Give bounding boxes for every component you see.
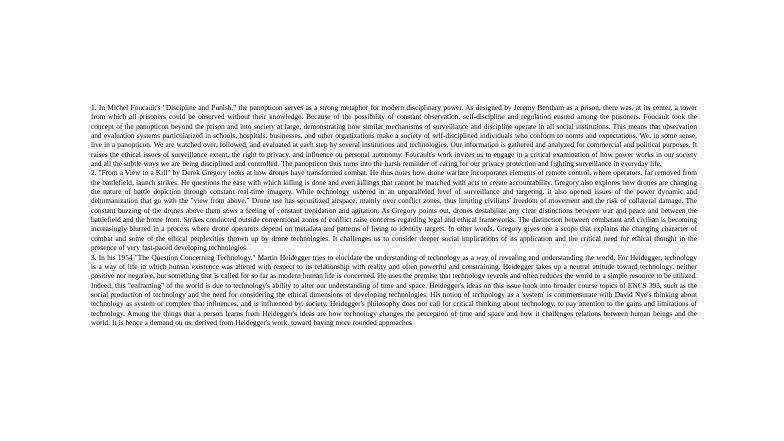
paragraph-3: 3. In his 1954 "The Question Concerning Technology," Martin Heidegger tries to elucidate the understanding of technology as a way of revealing and understanding the world. For Heidegger, technology is a way of life in which human existence was altered with respect to its relationship with reality and often powerful and constraining. Heidegger takes up a neutral attitude toward technology, neither positive nor negative, but something that is called for so far as modern human life is concerned. He uses the premise that technology reveals and often reduces the world to a simple resource to be utilized. Indeed, this "enframing" of the world is due to technology's ability to alter our understanding of time and space. Heidegger's ideas on this issue hook into broader course topics of ENCS 393, such as the social production of technology and the need for considering the ethical dimensions of developing technologies. His notion of technology as a 'system' is commensurate with David Nye's thinking about technology as system or complex that influences, and is influenced by, society. Heidegger's philosophy does not call for critical thinking about technology, to pay attention to the gains and limitations of technology. Among the things that a person learns from Heidegger's ideas are how technology changes the perception of time and space and how it challenges relations between human beings and the world. It is hence a demand on us, derived from Heidegger's work, toward having more rounded approaches — [91, 252, 697, 327]
paragraph-2: 2. "From a View to a Kill" by Derek Gregory looks at how drones have transformed combat. He thus notes how drone warfare incorporates elements of remote control, where operators, far removed from the battlefield, launch strikes. He questions the ease with which killing is done and even killings that cannot be matched with acts to create accountability. Gregory also explores how drones are changing the nature of battle depiction through constant real-time imagery. While technology ushered in an unparalleled level of surveillance and targeting, it also opened issues of the power dynamic and dehumanization that go with the "view from above." Drone use has securitized airspace, mainly over conflict zones, thus limiting civilians' freedom of movement and the risk of collateral damage. The constant buzzing of the drones above them sows a feeling of constant trepidation and agitation. As Gregory points out, drones destabilize any clear distinctions between war and peace and between the battlefield and the home front. Strikes conducted outside conventional zones of conflict raise concerns regarding legal and ethical frameworks. The distinction between combatant and civilian is becoming increasingly blurred in a process where drone operators depend on metadata and patterns of living to identify targets. In other words, Gregory gives one a scope that explains the changing character of combat and some of the ethical perplexities thrown up by drone technologies. It challenges us to consider deeper social implications of its application and the critical need for ethical thought in the presence of very fast-paced developing technologies. — [91, 168, 697, 253]
paragraph-1: 1. In Michel Foucault's "Discipline and Punish," the panopticon serves as a strong metaphor for modern disciplinary power. As designed by Jeremy Bentham as a prison, there was, at its center, a tower from which all prisoners could be observed without their knowledge. Because of the possibility of constant observation, self-discipline and regulation ensued among the prisoners. Foucault took the concept of the panopticon beyond the prison and into society at large, demonstrating how similar mechanisms of surveillance and discipline operate in all social institutions. This means that observation and evaluation systems particularized in schools, hospitals, businesses, and other organizations make a society of self-disciplined individuals who conform to norms and expectations. We, in some sense, live in a panopticon. We are watched over, followed, and evaluated at each step by several institutions and technologies. Our information is gathered and analyzed for commercial and political purposes. It raises the ethical issues of surveillance extent, the right to privacy, and influence on personal autonomy. Foucault's work invites us to engage in a critical examination of how power works in our society and all the subtle ways we are being disciplined and controlled. The panopticon thus turns into the harsh reminder of caring for our privacy protection and fighting surveillance in everyday life. — [91, 103, 697, 169]
document-page — [91, 103, 697, 441]
